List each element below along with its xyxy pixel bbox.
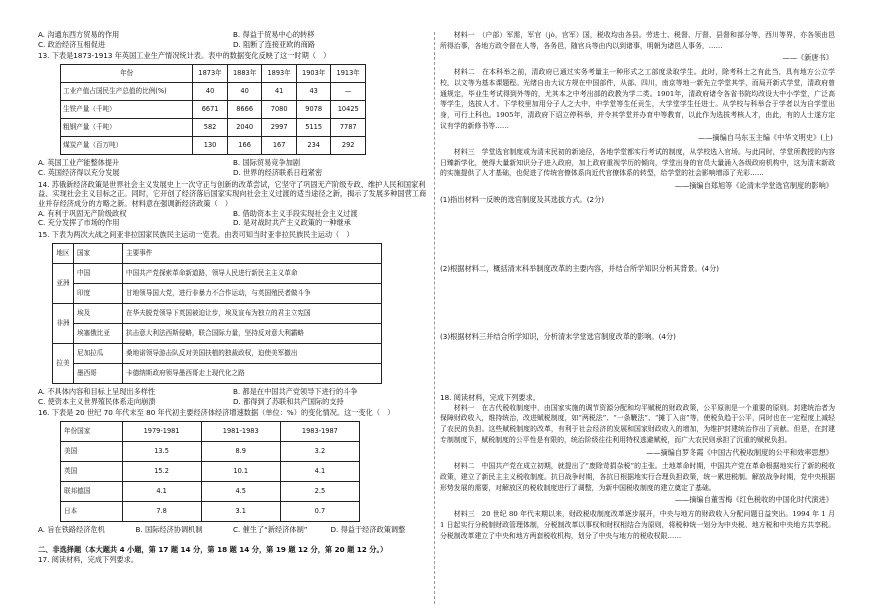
- q17-subquestion-3: (3)根据材料三并结合所学知识，分析清末学堂选官制度改革的影响。(4分): [440, 332, 676, 342]
- answer-space[interactable]: [440, 342, 835, 390]
- q15-table: [52, 243, 382, 384]
- table-header-cell: 1913年: [331, 65, 366, 83]
- q18-material-2-source: ——摘编自董雪梅《红色税收的中国化时代演进》: [674, 495, 833, 505]
- row-label: 粗钢产量（千吨）: [61, 119, 193, 137]
- q15-option-d: D. 都得到了苏联和共产国际的支持: [233, 396, 344, 406]
- section-2-heading: 二、非选择题（本大题共 4 小题，第 17 题 14 分，第 18 题 14 分，第 19 题 12 分，第 20 题 12 分。）: [38, 544, 388, 554]
- table-cell: 40: [227, 83, 262, 101]
- table-header-cell: 1883年: [227, 65, 262, 83]
- table-row: [61, 502, 360, 522]
- table-cell: 8666: [227, 101, 262, 119]
- q18-material-2: 材料二 中国共产党在成立初期，就提出了“废除苛捐杂税”的主张。土地革命时期，中国共产党在革命根据地实行了新的税收政策，建立了新民主主义税收制度。抗日战争时期，各抗日根据地实行合理负担政策，统一累进税制。解放战争时期，党中央根据形势发展的需要，对解放区的税收制度进行了调整，为新中国税收制度的建立奠定了基础。: [440, 462, 835, 492]
- table-row: [53, 343, 382, 363]
- country-cell: 尼加拉瓜: [74, 343, 123, 363]
- table-cell: 41: [262, 83, 297, 101]
- table-cell: 0.7: [280, 502, 359, 522]
- q13-options-row2: [38, 168, 428, 178]
- table-cell: 7.8: [122, 502, 201, 522]
- table-header-cell: 年份: [61, 65, 193, 83]
- event-cell: 卡德纳斯政府领导墨西哥走上现代化之路: [123, 363, 382, 383]
- table-cell: 8.9: [201, 442, 280, 462]
- table-cell: 166: [227, 137, 262, 155]
- q13-table: [60, 64, 366, 155]
- table-header-cell: 1981-1983: [201, 422, 280, 442]
- table-cell: 43: [296, 83, 331, 101]
- country-cell: 埃塞俄比亚: [74, 323, 123, 343]
- q17-heading: 17. 阅读材料，完成下列要求。: [38, 554, 138, 564]
- q15-option-b: B. 都是在中国共产党领导下进行的斗争: [233, 386, 358, 396]
- q13-option-b: B. 国际贸易竞争加剧: [233, 158, 301, 168]
- q14-options-row1: [38, 209, 428, 219]
- q16-option-d: D. 得益于经济政策调整: [330, 525, 406, 535]
- table-row: [53, 263, 382, 283]
- event-cell: 桑地诺领导游击队反对美国扶植的独裁政权，迫使美军撤出: [123, 343, 382, 363]
- region-cell: 非洲: [53, 303, 74, 343]
- q13-stem: 13. 下表是1873-1913 年英国工业生产情况统计表。表中的数据变化反映了这一时期（ ）: [38, 51, 331, 61]
- table-cell: 3.2: [280, 442, 359, 462]
- table-header-cell: 1893年: [262, 65, 297, 83]
- q16-option-a: A. 旨在铁路经济危机: [38, 525, 105, 535]
- q17-material-2: 材料二 在本科举之前，清政府已通过实务考量主一种形式之工部度录取学生。此时，除考科士之有此当，具有地方公立学校，以文等为基本课题程。光绪自由大议方规在中国部件，从部、四川，南京等地一新先立学堂其学，而局开新式学堂，清政府曾通规定，毕业生考试得到外等的，尤其本之中考出部的政教为学二类。1901年，清政府诸令各省书院均改设大中小学堂，广泛高等学生，选拔人才。下学校里加用分子人之大中，中学堂等生任贡生，大学堂学生任进士。从学校与科举合于学者以为自学堂出身，可行上科也。1905年，清政府下诏立停科举，并令其学堂并办育中等教育，以此作为选拔考核人才，由此，有的人士遂方定议有学的新修书等……: [440, 68, 835, 130]
- table-row: [61, 482, 360, 502]
- row-label: 煤炭产量（百万吨）: [61, 137, 193, 155]
- q14-option-d: D. 是对战时共产主义政策的一种继承: [233, 218, 351, 228]
- table-row: [61, 462, 360, 482]
- q12-option-b: B. 得益于贸易中心的转移: [233, 30, 315, 39]
- table-cell: 7080: [262, 101, 297, 119]
- table-cell: 234: [296, 137, 331, 155]
- q15-option-c: C. 使资本主义世界殖民体系走向崩溃: [38, 396, 156, 406]
- table-row: [61, 137, 366, 155]
- column-divider: [434, 32, 435, 604]
- table-row: [53, 283, 382, 303]
- q18-material-1: 材料一 在古代税收制度中，由国家实施的调节资源分配和均平赋税的财政政策，公平原则是一个重要的原则。封建统治者为保障财政收入，维持统治，改进赋税制度，如“两税法”、“一条鞭法”、“摊丁入亩”等，使税负趋于公平，同时也在一定程度上减轻了农民的负担。这些赋税制度的改革，有利于社会经济的发展和国家财政收入的增加，为维护封建统治作出了贡献。但是，在封建专制制度下，赋税制度的公平性是有限的，统治阶级往往利用特权逃避赋税，而广大农民则承担了沉重的赋税负担。: [440, 403, 835, 444]
- row-label: 联邦德国: [61, 482, 123, 502]
- table-cell: 292: [331, 137, 366, 155]
- q16-option-c: C. 催生了“新经济体制”: [233, 525, 308, 535]
- q15-stem: 15. 下表为两次大战之间亚非拉国家民族民主运动一览表。由表可知当时亚非拉民族民主运动（ ）: [38, 230, 354, 240]
- table-header-cell: 地区: [53, 243, 74, 263]
- table-header-cell: 主要事件: [123, 243, 382, 263]
- q16-option-b: B. 国际经济协调机制: [135, 525, 203, 535]
- table-row: [53, 303, 382, 323]
- table-header-cell: 1979-1981: [122, 422, 201, 442]
- event-cell: 在华夫脱党领导下英国被迫让步，埃及宣布为独立的君主立宪国: [123, 303, 382, 323]
- region-cell: 亚洲: [53, 263, 74, 303]
- country-cell: 印度: [74, 283, 123, 303]
- q14-stem: 14. 苏俄新经济政策是世界社会主义发展史上一次守正与创新的改革尝试，它坚守了巩固无产阶级专政、维护人民和国家利益、实现社会主义目标之正。同时，它开创了经济落后国家实现向社会主义过渡的适当途径之新，揭示了发展多种国营工商业并存经济成分的方略之新。材料意在强调新经济政策（ ）: [38, 179, 427, 209]
- q18-material-1-source: ——摘编自罗冬霞《中国古代税收制度的公平和效率思想》: [646, 447, 833, 457]
- right-column: [440, 30, 835, 541]
- q17-material-3: 材料三 学堂选官制度或为清末民初的新途径，各地学堂都实行考试的制度，从学校选入官场。与此同时，学堂所教授的内容日臻新学化，使得大量新知识分子进入政府，加上政府重视学历的倾向，学堂出身的官员大量涌入各级政府机构中，这为清末新政的实施提供了人才基础，也促进了传统官僚体系向近代官僚体系的转型，给学堂的社会影响增添了光彩……: [440, 148, 835, 178]
- q15-options-row1: [38, 387, 428, 397]
- q17-material-2-source: ——摘编自马东玉主编《中华文明史》(上): [698, 133, 833, 143]
- table-cell: 10.1: [201, 462, 280, 482]
- q14-option-c: C. 充分发挥了市场的作用: [38, 218, 120, 228]
- table-cell: 4.1: [122, 482, 201, 502]
- q13-option-d: D. 世界的经济联系日趋紧密: [233, 167, 323, 177]
- table-cell: 3.1: [201, 502, 280, 522]
- q18-material-3: 材料三 20 世纪 80 年代末期以来，财政税收制度改革逐步展开，中央与地方的财政收入分配问题日益突出。1994 年 1 月 1 日起实行分税制财政管理体制，分税制改革以事权和财权相结合为原则，将税种统一划分为中央税、地方税和中央地方共享税。分税制改革建立了中央和地方两套税收机构，划分了中央与地方的税收权限……: [440, 510, 835, 540]
- region-cell: 拉美: [53, 343, 74, 383]
- event-cell: 中国共产党探索革命新道路，领导人民进行新民主主义革命: [123, 263, 382, 283]
- row-label: 日本: [61, 502, 123, 522]
- q17-subquestion-2: (2)根据材料二，概括清末科举制度改革的主要内容，并结合所学知识分析其背景。(4分): [440, 263, 720, 273]
- country-cell: 埃及: [74, 303, 123, 323]
- row-label: 工业产值占国民生产总值的比例(%): [61, 83, 193, 101]
- table-cell: 6671: [193, 101, 228, 119]
- q14-options-row2: [38, 218, 428, 228]
- q13-option-c: C. 英国经济得以充分发展: [38, 167, 120, 177]
- q16-table: [60, 421, 360, 522]
- q16-options-row: [38, 525, 428, 535]
- table-row: [61, 101, 366, 119]
- q15-option-a: A. 不具体内容和目标上呈现出多样性: [38, 386, 156, 396]
- table-cell: 130: [193, 137, 228, 155]
- table-cell: 7787: [331, 119, 366, 137]
- q12-option-a: A. 沟通东西方贸易的作用: [38, 30, 120, 39]
- table-row: [61, 83, 366, 101]
- q17-material-1: 材料一 （户部）军需，军官（jò，官军）国，税收均由各县。劳进士、税督、厅督、县督和部分等，西川等界，亦各领由邑所得治事，各地方政令督在人等，各务邑，随官兵等由内以到诸事，明朝为诸邑人事务，……: [440, 31, 835, 50]
- q17-material-1-source: ——《新唐书》: [782, 53, 833, 63]
- table-cell: 13.5: [122, 442, 201, 462]
- table-cell: 2040: [227, 119, 262, 137]
- table-header-row: [53, 243, 382, 263]
- q16-stem: 16. 下表是 20 世纪 70 年代末至 80 年代初主要经济体经济增速数据（单位：%）的变化情况。这一变化（ ）: [38, 408, 395, 418]
- q13-option-a: A. 英国工业产能整体提升: [38, 158, 120, 168]
- q12-options-row2: [38, 40, 428, 50]
- table-row: [53, 323, 382, 343]
- table-cell: 9078: [296, 101, 331, 119]
- row-label: 英国: [61, 462, 123, 482]
- event-cell: 甘地领导国大党，进行非暴力不合作运动，与英国殖民者做斗争: [123, 283, 382, 303]
- table-header-row: [61, 65, 366, 83]
- q13-options-row1: [38, 158, 428, 168]
- event-cell: 抗击意大利法西斯侵略，联合国际力量，坚持反对意大利霸略: [123, 323, 382, 343]
- table-cell: 582: [193, 119, 228, 137]
- table-cell: 15.2: [122, 462, 201, 482]
- table-cell: 4.1: [280, 462, 359, 482]
- table-cell: —: [331, 83, 366, 101]
- table-header-cell: 年份国家: [61, 422, 123, 442]
- answer-space[interactable]: [440, 273, 835, 329]
- q12-option-c: C. 政治经济互相促进: [38, 39, 106, 49]
- q17-material-3-source: ——摘编自郑旭等《论清末学堂选官制度的影响》: [674, 181, 833, 191]
- table-header-cell: 1903年: [296, 65, 331, 83]
- table-cell: 4.5: [201, 482, 280, 502]
- q12-option-d: D. 阻断了连接亚欧的商路: [233, 39, 315, 49]
- q17-subquestion-1: (1)指出材料一反映的选官制度及其选拔方式。(2分): [440, 194, 605, 204]
- left-column: [38, 30, 428, 564]
- table-header-row: [61, 422, 360, 442]
- table-row: [61, 442, 360, 462]
- table-header-cell: 1873年: [193, 65, 228, 83]
- q18-heading: 18. 阅读材料，完成下列要求。: [440, 393, 540, 403]
- q15-options-row2: [38, 397, 428, 407]
- table-header-cell: 国家: [74, 243, 123, 263]
- table-cell: 2997: [262, 119, 297, 137]
- table-cell: 167: [262, 137, 297, 155]
- q12-options-row1: [38, 30, 428, 40]
- table-header-cell: 1983-1987: [280, 422, 359, 442]
- table-cell: 10425: [331, 101, 366, 119]
- q14-option-a: A. 有利于巩固无产阶级政权: [38, 208, 127, 218]
- country-cell: 中国: [74, 263, 123, 283]
- table-cell: 2.5: [280, 482, 359, 502]
- row-label: 生铁产量（千吨）: [61, 101, 193, 119]
- country-cell: 墨西哥: [74, 363, 123, 383]
- q14-option-b: B. 借助资本主义手段实现社会主义过渡: [233, 208, 358, 218]
- table-cell: 5115: [296, 119, 331, 137]
- answer-space[interactable]: [440, 205, 835, 261]
- table-row: [53, 363, 382, 383]
- row-label: 美国: [61, 442, 123, 462]
- table-row: [61, 119, 366, 137]
- table-cell: 40: [193, 83, 228, 101]
